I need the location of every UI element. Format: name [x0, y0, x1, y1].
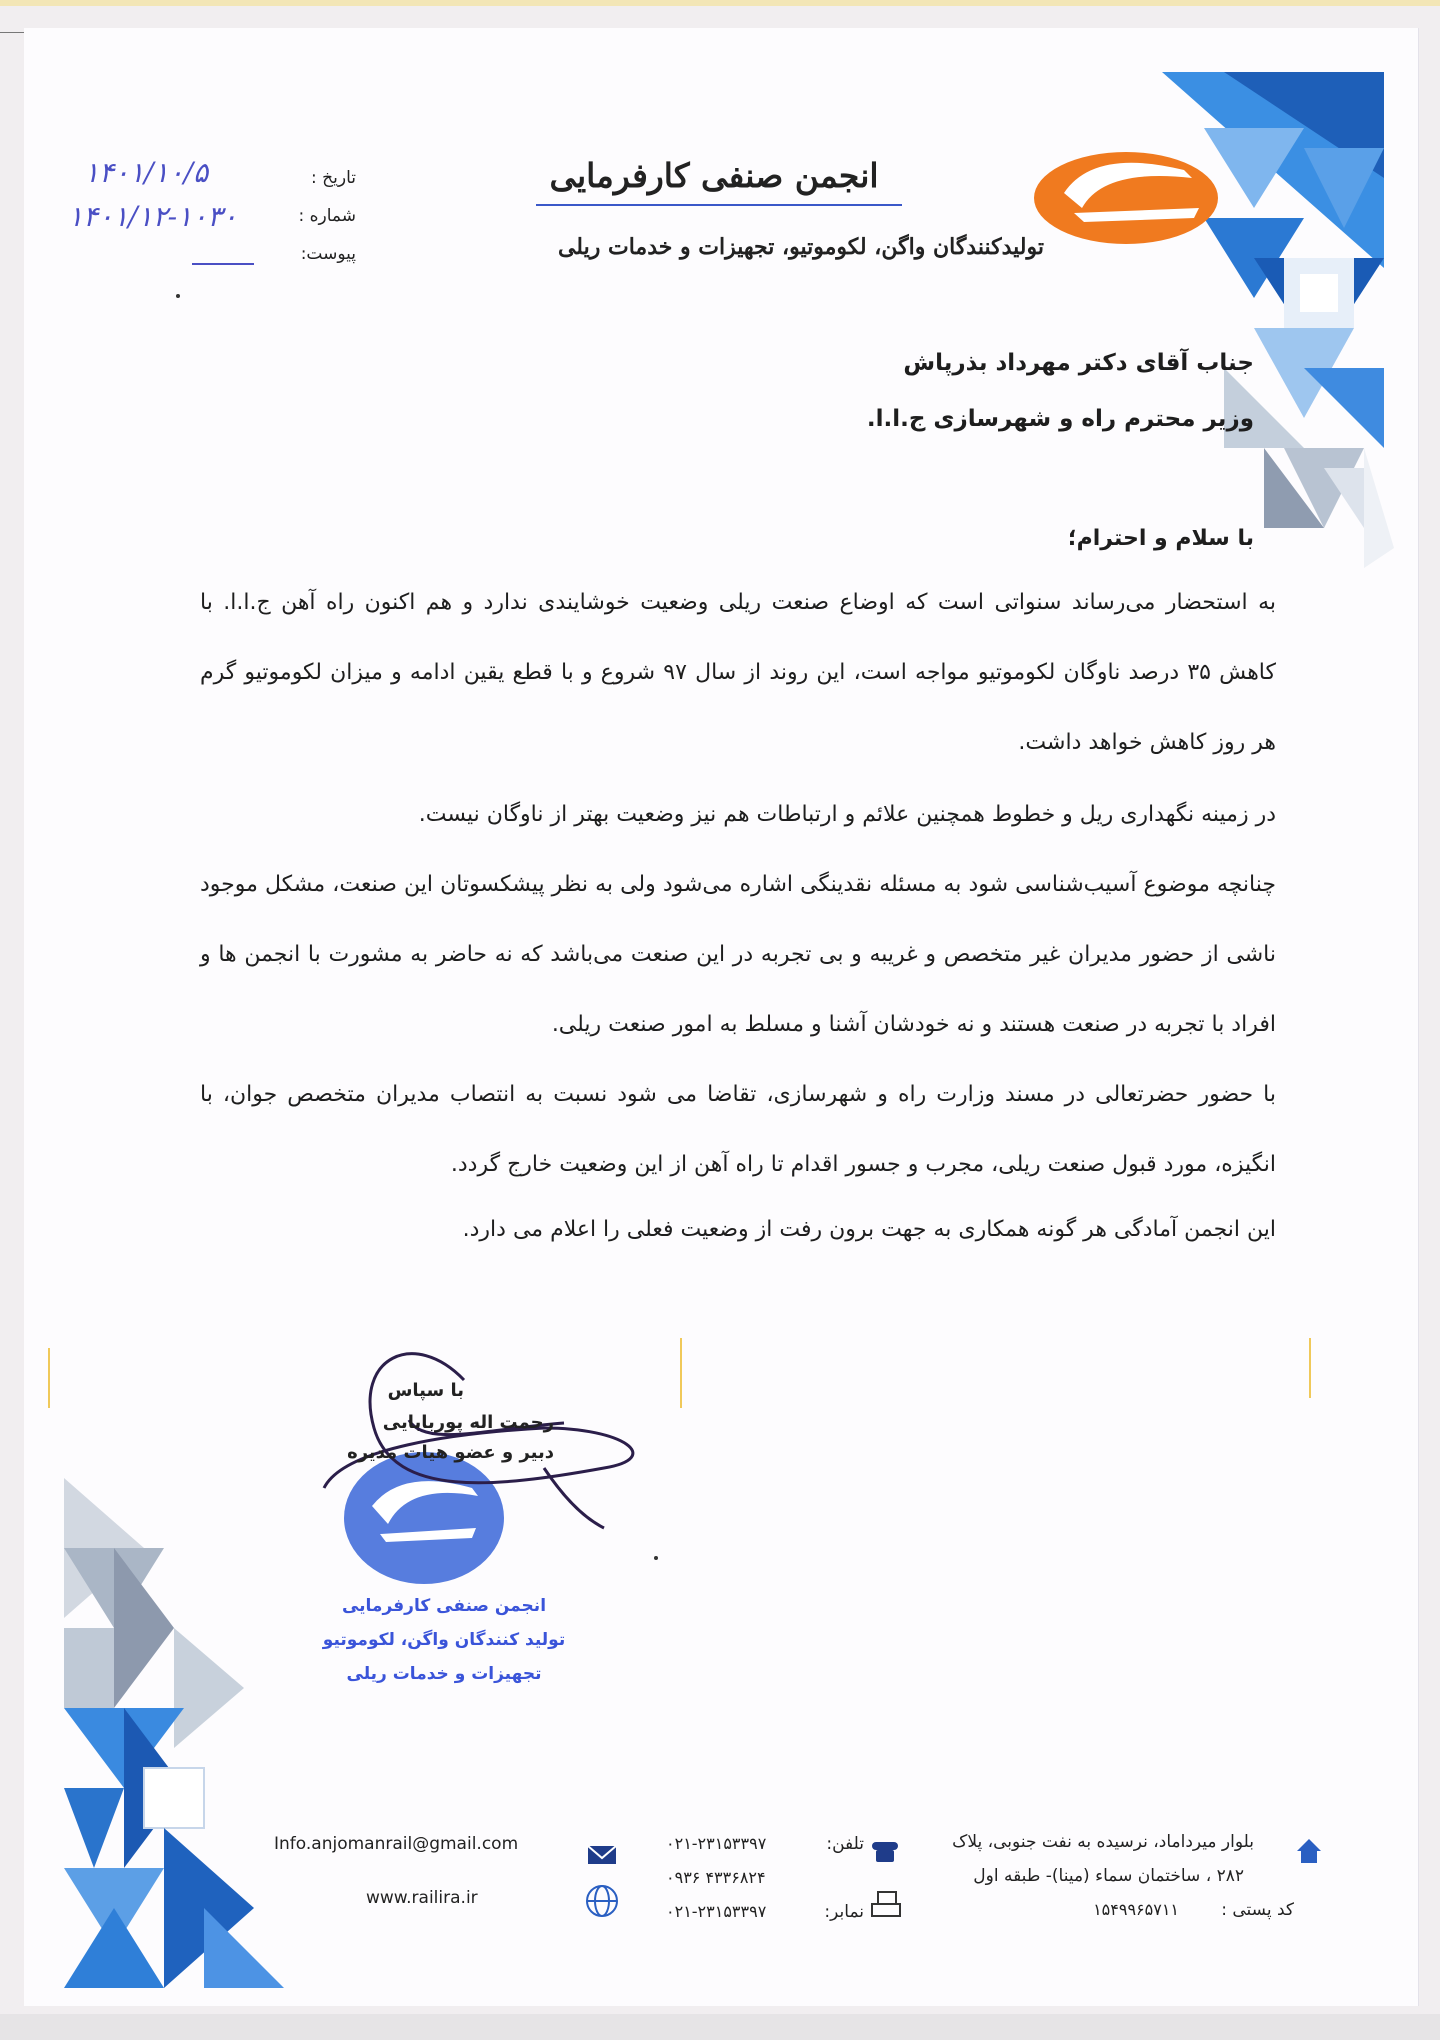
signature-thanks: با سپاس — [387, 1380, 464, 1401]
stamp-line-1: انجمن صنفی کارفرمایی — [341, 1596, 547, 1616]
phone-label: تلفن: — [826, 1834, 864, 1854]
recipient: جناب آقای دکتر مهرداد بذرپاش — [903, 350, 1254, 376]
email-link[interactable]: Info.anjomanrail@gmail.com — [274, 1834, 519, 1854]
window-top-bar — [0, 0, 1440, 6]
date-value: ۱۴۰۱/۱۰/۵ — [84, 156, 209, 189]
paragraph-2: در زمینه نگهداری ریل و خطوط همچنین علائم و ارتباطات هم نیز وضعیت بهتر از ناوگان نیست. — [418, 802, 1276, 827]
fax-label: نمابر: — [824, 1902, 864, 1922]
attachment-label: پیوست: — [300, 244, 356, 264]
stamp-line-2: تولید کنندگان واگن، لکوموتیو — [322, 1630, 566, 1650]
date-label: تاریخ : — [311, 168, 356, 188]
attachment-line — [192, 263, 254, 265]
address-line-1: بلوار میرداماد، نرسیده به نفت جنوبی، پلاک — [952, 1832, 1254, 1852]
website-link[interactable]: www.railira.ir — [366, 1888, 478, 1908]
signature-role: دبیر و عضو هیات مدیره — [347, 1442, 554, 1463]
signature-name: رحمت اله پوربابایی — [382, 1412, 554, 1433]
window-bottom-bar — [0, 2014, 1440, 2040]
mail-icon — [588, 1846, 616, 1864]
globe-icon — [587, 1886, 617, 1916]
phone-number-1: ۰۲۱-۲۳۱۵۳۳۹۷ — [666, 1834, 767, 1853]
postal-code: ۱۵۴۹۹۶۵۷۱۱ — [1093, 1900, 1179, 1919]
paragraph-4: با حضور حضرتعالی در مسند وزارت راه و شهرسازی، تقاضا می شود نسبت به انتصاب مدیران متخصص جوان، با انگیزه، مورد قبول صنعت ریلی، مجرب و جسور اقدام تا راه آهن از این وضعیت خارج گردد. — [200, 1082, 1276, 1177]
number-label: شماره : — [298, 206, 356, 226]
address-line-2: ۲۸۲ ، ساختمان سماء (مینا)- طبقه اول — [973, 1866, 1244, 1886]
home-icon — [1297, 1839, 1321, 1863]
ink-dot — [176, 294, 180, 298]
paragraph-5: این انجمن آمادگی هر گونه همکاری به جهت برون رفت از وضعیت فعلی را اعلام می دارد. — [462, 1217, 1276, 1242]
org-name: انجمن صنفی کارفرمایی — [549, 156, 879, 195]
paragraph-3: چنانچه موضوع آسیب‌شناسی شود به مسئله نقدینگی اشاره می‌شود ولی به نظر پیشکسوتان این صنعت، مشکل موجود ناشی از حضور مدیران غیر متخصص و غریبه و بی تجربه در این صنعت می‌باشد که نه حاضر به مشورت با انجمن ها و افراد با تجربه در صنعت هستند و نه خودشان آشنا و مسلط به امور صنعت ریلی. — [200, 872, 1276, 1037]
stamp-line-3: تجهیزات و خدمات ریلی — [346, 1664, 542, 1684]
recipient-title: وزیر محترم راه و شهرسازی ج.ا.ا. — [866, 406, 1254, 432]
divider — [0, 32, 24, 33]
greeting: با سلام و احترام؛ — [1067, 526, 1254, 551]
phone-number-2: ۰۹۳۶ ۴۳۳۶۸۲۴ — [666, 1868, 766, 1887]
ink-dot — [654, 1556, 658, 1560]
org-subtitle: تولیدکنندگان واگن، لکوموتیو، تجهیزات و خدمات ریلی — [557, 234, 1044, 260]
paragraph-1: به استحضار می‌رساند سنواتی است که اوضاع صنعت ریلی وضعیت خوشایندی ندارد و هم اکنون راه آهن ج.ا.ا. با کاهش ۳۵ درصد ناوگان لکوموتیو مواجه است، این روند از سال ۹۷ شروع و با قطع یقین ادامه و میزان لکوموتیو گرم هر روز کاهش خواهد داشت. — [200, 590, 1276, 755]
postal-label: کد پستی : — [1221, 1900, 1294, 1920]
divider — [536, 204, 902, 206]
fax-number: ۰۲۱-۲۳۱۵۳۳۹۷ — [666, 1902, 767, 1921]
phone-icon — [872, 1842, 898, 1862]
fax-icon — [872, 1892, 900, 1916]
letter-page — [24, 28, 1419, 2006]
number-value: ۱۴۰۱/۱۲-۱۰۳۰ — [68, 200, 238, 233]
